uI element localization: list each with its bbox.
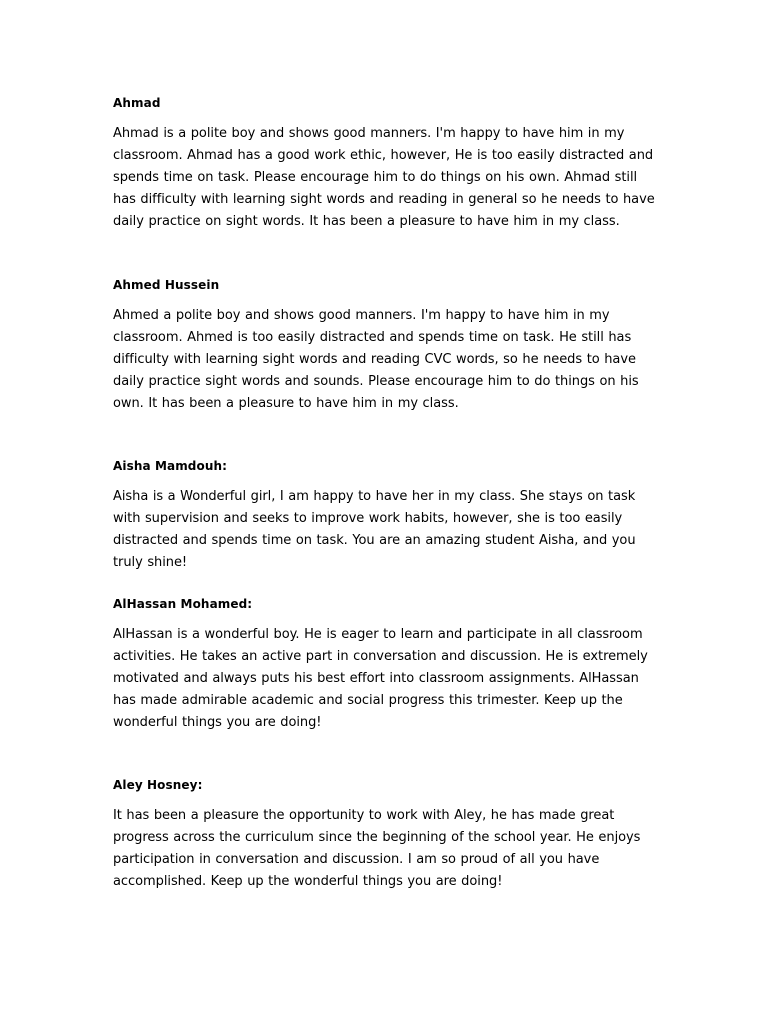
comment-text: Ahmed a polite boy and shows good manners. I'm happy to have him in my classroom. Ahmed is too easily distracted and spends time on task. He still has difficulty with learning sight words and reading CVC words, so he needs to have daily practice sight words and sounds. Please encourage him to do things on his own. It has been a pleasure to have him in my class. (113, 308, 639, 411)
student-comment (113, 458, 658, 574)
student-name: Aley Hosney: (113, 778, 203, 792)
comment-text: Aisha is a Wonderful girl, I am happy to have her in my class. She stays on task with supervision and seeks to improve work habits, however, she is too easily distracted and spends time on task. You are an amazing student Aisha, and you truly shine! (113, 489, 636, 570)
student-comment (113, 95, 658, 233)
student-comment (113, 596, 658, 734)
student-name: Ahmed Hussein (113, 278, 220, 292)
student-comment (113, 777, 658, 893)
student-name: Ahmad (113, 96, 161, 110)
student-name: AlHassan Mohamed: (113, 597, 253, 611)
comment-text: AlHassan is a wonderful boy. He is eager to learn and participate in all classroom activities. He takes an active part in conversation and discussion. He is extremely motivated and always puts his best effort into classroom assignments. AlHassan has made admirable academic and social progress this trimester. Keep up the wonderful things you are doing! (113, 627, 648, 730)
comment-text: Ahmad is a polite boy and shows good manners. I'm happy to have him in my classroom. Ahmad has a good work ethic, however, He is too easily distracted and spends time on task. Please encourage him to do things on his own. Ahmad still has difficulty with learning sight words and reading in general so he needs to have daily practice on sight words. It has been a pleasure to have him in my class. (113, 126, 655, 229)
student-name: Aisha Mamdouh: (113, 459, 228, 473)
student-comment (113, 277, 658, 415)
comment-text: It has been a pleasure the opportunity to work with Aley, he has made great progress across the curriculum since the beginning of the school year. He enjoys participation in conversation and discussion. I am so proud of all you have accomplished. Keep up the wonderful things you are doing! (113, 808, 641, 889)
